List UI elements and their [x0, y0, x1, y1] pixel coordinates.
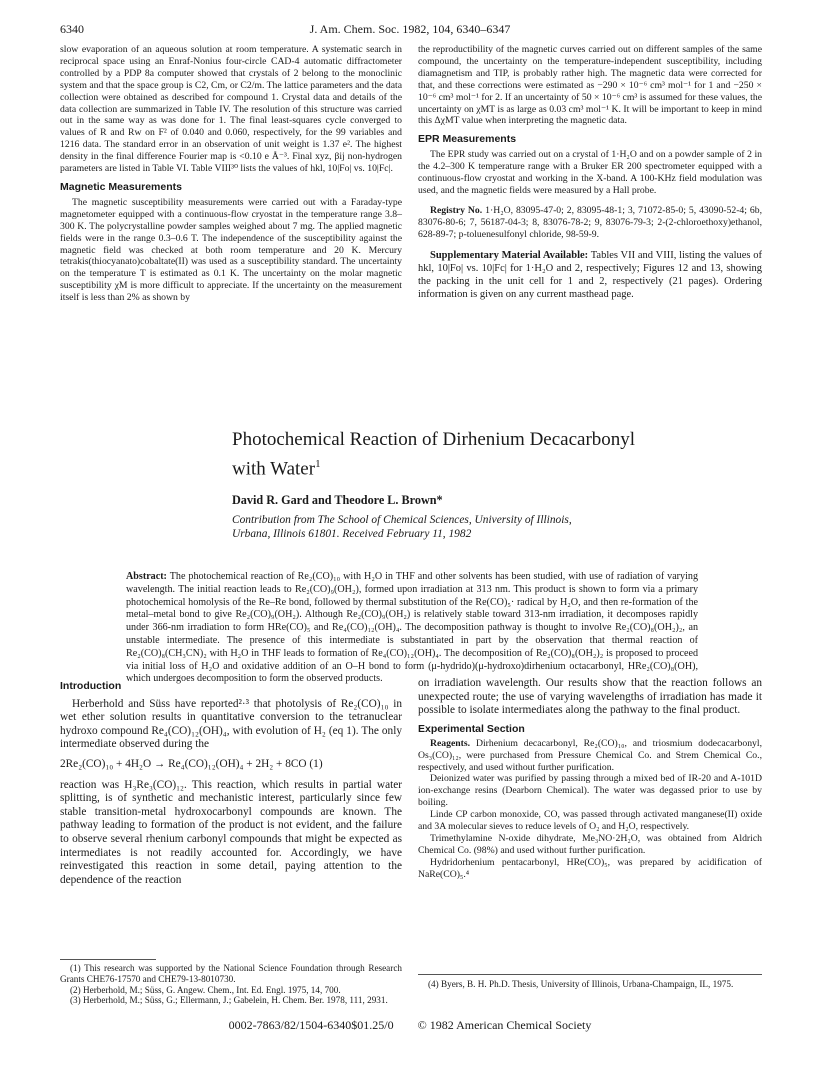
article-title [232, 428, 772, 481]
introduction-paragraph-2: reaction was H₃Re₃(CO)₁₂. This reaction, which results in partial water splitting, is of synthetic and mechanistic interest, particularly since few stable transition-metal hydroxocarbonyl compounds are known. The pathway leading to formation of the product is not evident, and the failure to observe several rhenium carbonyl compounds that might be expected as intermediates is not readily accounted for. Accordingly, we have reinvestigated this reaction in some detail, paying attention to the dependence of the reaction [60, 778, 402, 886]
top-left-column [60, 44, 402, 304]
supplementary-text: Tables VII and VIII, listing the values of hkl, 10|Fo| vs. 10|Fc| for 1·H₂O and 2, respectively; Figures 12 and 13, showing the packing in the unit cell for 1 and 2, respectively (21 pages). Ordering information is given on any current masthead page. [418, 249, 763, 300]
title-line-2-wrap [232, 452, 772, 481]
magnetic-paragraph: The magnetic susceptibility measurements were carried out with a Faraday-type magnetometer equipped with a continuous-flow cryostat in the temperature range 3.8–300 K. The polycrystalline powder samples weighed about 7 mg. The applied magnetic fields were in the range 0.3–0.6 T. The independence of the susceptibility against the magnetic field was checked at both room temperature and 20 K. Mercury tetrakis(thiocyanato)cobaltate(II) was used as a susceptibility standard. The uncertainty on the temperature T is estimated as 0.1 K. The uncertainty on the molar magnetic susceptibility χM is more difficult to appreciate. If the uncertainty on the measurement itself is less than 2% as shown by [60, 196, 402, 304]
registry-paragraph [418, 205, 762, 241]
heading-epr-measurements: EPR Measurements [418, 133, 517, 146]
carbon-monoxide-paragraph: Linde CP carbon monoxide, CO, was passed through activated manganese(II) oxide and 3A molecular sieves to reduce levels of O₂ and H₂O, respectively. [418, 809, 762, 833]
running-header [60, 22, 760, 38]
affiliation-line-1: Contribution from The School of Chemical Sciences, University of Illinois, [232, 514, 572, 526]
page-footer [60, 1018, 760, 1033]
affiliation-line-2: Urbana, Illinois 61801. Received February 11, 1982 [232, 528, 472, 540]
heading-experimental-section: Experimental Section [418, 722, 525, 735]
epr-paragraph: The EPR study was carried out on a crystal of 1·H₂O and on a powder sample of 2 in the 4.2–300 K temperature range with a Bruker ER 200 spectrometer equipped with a continuous-flow cryostat and working in the X-band. A 100-KHz field modulation was used, and the magnetic fields were measured by a Hall probe. [418, 149, 762, 196]
reagents-text: Dirhenium decacarbonyl, Re₂(CO)₁₀, and triosmium dodecacarbonyl, Os₃(CO)₁₂, were purchased from Pressure Chemical Co. and Strem Chemical Co., respectively, and used without further purification. [418, 737, 762, 773]
footnote-3: (3) Herberhold, M.; Süss, G.; Ellermann, J.; Gabelein, H. Chem. Ber. 1978, 111, 2931. [70, 995, 388, 1006]
introduction-continuation: on irradiation wavelength. Our results show that the reaction follows an unexpected route; the use of varying wavelengths of irradiation has made it possible to isolate intermediates along the pathway to the final product. [418, 677, 762, 717]
title-line-2: with Water [232, 458, 316, 480]
supplementary-paragraph [418, 249, 762, 301]
introduction-paragraph-1: Herberhold and Süss have reported²·³ that photolysis of Re₂(CO)₁₀ in wet ether solution results in quantitative conversion to the tetranuclear hydroxo compound Re₄(CO)₁₂(OH)₄, with evolution of H₂ (eq 1). The only intermediate observed during the [60, 697, 402, 751]
abstract [126, 571, 698, 686]
supplementary-label: Supplementary Material Available: [430, 249, 589, 261]
magnetic-continuation-paragraph: the reproductibility of the magnetic curves carried out on different samples of the same compound, the uncertainty on the temperature-independent susceptibility, including diamagnetism and TIP, is probably rather high. The magnetic data were corrected for that, and these corrections were estimated as −290 × 10⁻⁶ cm³ mol⁻¹ for 1 and −250 × 10⁻⁶ cm³ mol⁻¹ for 2. If an uncertainty of 50 × 10⁻⁶ cm³ is assumed for these values, the uncertainty on χMT is as large as 0.03 cm³ mol⁻¹ K. It will be important to keep in mind this ΔχMT value when interpreting the magnetic data. [418, 44, 762, 127]
registry-text: 1·H₂O, 83095-47-0; 2, 83095-48-1; 3, 71072-85-0; 5, 43090-52-4; 6b, 83076-80-6; 7, 56187-04-3; 8, 83076-78-2; 9, 83076-79-3; 2-(2-chloroethoxy)ethanol, 628-89-7; p-toluenesulfonyl chloride, 98-59-9. [418, 204, 763, 240]
authors: David R. Gard and Theodore L. Brown* [232, 493, 443, 507]
footnote-rule-left [60, 959, 156, 960]
equation-1: 2Re₂(CO)₁₀ + 4H₂O → Re₄(CO)₁₂(OH)₄ + 2H₂ + 8CO (1) [60, 757, 323, 770]
heading-magnetic-measurements: Magnetic Measurements [60, 180, 182, 193]
bottom-left-column [60, 677, 402, 887]
page-number: 6340 [60, 22, 84, 36]
heading-introduction: Introduction [60, 680, 122, 692]
footnote-2: (2) Herberhold, M.; Süss, G. Angew. Chem., Int. Ed. Engl. 1975, 14, 700. [70, 984, 341, 995]
journal-citation: J. Am. Chem. Soc. 1982, 104, 6340–6347 [309, 22, 511, 36]
top-right-column [418, 44, 762, 301]
affiliation [232, 513, 772, 541]
footnote-1: (1) This research was supported by the National Science Foundation through Research Grants CHE76-17570 and CHE79-13-8010730. [60, 963, 402, 984]
registry-label: Registry No. [430, 204, 483, 216]
abstract-text: The photochemical reaction of Re₂(CO)₁₀ with H₂O in THF and other solvents has been studied, with use of radiation of varying wavelength. The initial reaction leads to Re₂(CO)₉(OH₂), formed upon irradiation at 313 nm. This product is shown to form via a primary photochemical homolysis of the Re–Re bond, followed by thermal substitution of the Re(CO)₅· radical by H₂O, and then re-formation of the metal–metal bond to give Re₂(CO)₉(OH₂). Although Re₂(CO)₉(OH₂) is relatively stable toward 313-nm irradiation, it decomposes rapidly under 366-nm irradiation to form HRe(CO)₅ and Re₄(CO)₁₂(OH)₄. The decomposition pathway is thought to involve Re₂(CO)₈(OH₂)₂, an unstable intermediate. The presence of this intermediate is substantiated in part by the observation that thermal reaction of Re₂(CO)₈(CH₃CN)₂ with H₂O in THF leads to formation of Re₄(CO)₁₂(OH)₄. The decomposition of Re₂(CO)₈(OH₂)₂ is proposed to proceed via initial loss of H₂O and oxidative addition of an O–H bond to form (μ-hydrido)(μ-hydroxo)dirhenium octacarbonyl, HRe₂(CO)₈(OH), which undergoes decomposition to form the observed products. [126, 571, 698, 685]
footnotes-right [418, 979, 762, 990]
reagents-paragraph [418, 738, 762, 774]
trimethylamine-paragraph: Trimethylamine N-oxide dihydrate, Me₃NO·2H₂O, was obtained from Aldrich Chemical Co. (98%) and used without further purification. [418, 832, 762, 856]
bottom-right-column [418, 677, 762, 881]
title-line-1: Photochemical Reaction of Dirhenium Decacarbonyl [232, 429, 636, 450]
title-footnote-mark: 1 [315, 458, 321, 470]
hydridorhenium-paragraph: Hydridorhenium pentacarbonyl, HRe(CO)₅, was prepared by acidification of NaRe(CO)₅.⁴ [418, 856, 762, 880]
copyright-code: 0002-7863/82/1504-6340$01.25/0 [228, 1018, 394, 1032]
crystal-structure-paragraph: slow evaporation of an aqueous solution at room temperature. A systematic search in reciprocal space using an Enraf-Nonius four-circle CAD-4 automatic diffractometer controlled by a PDP 8a computer showed that crystals of 2 belong to the monoclinic system and that the space group is C2, Cm, or C2/m. The lattice parameters and the data collection were obtained as described for compound 1. Crystal data and details of the data collection are summarized in Table IV. The resolution of this structure was carried out in the same way as was done for 1. The final least-squares cycle converged to values of R and Rw on F² of 0.040 and 0.060, respectively, for the 99 variables and 1216 data. The standard error in an observation of unit weight is 1.37 e². The highest density in the final difference Fourier map is <0.10 e Å⁻³. Final xyz, βij non-hydrogen parameters are listed in Table VI. Table VIII³⁰ lists the values of hkl, 10|Fo| vs. 10|Fc|. [60, 44, 402, 175]
footnote-rule-right [418, 974, 762, 975]
abstract-label: Abstract: [126, 571, 167, 582]
copyright-notice: © 1982 American Chemical Society [417, 1018, 592, 1032]
water-paragraph: Deionized water was purified by passing through a mixed bed of IR-20 and A-101D ion-exchange resins (Dearborn Chemical). The water was degassed prior to use by boiling. [418, 773, 762, 809]
reagents-label: Reagents. [430, 737, 471, 749]
footnotes-left [60, 963, 402, 1006]
footnote-4: (4) Byers, B. H. Ph.D. Thesis, University of Illinois, Urbana-Champaign, IL, 1975. [428, 979, 734, 989]
